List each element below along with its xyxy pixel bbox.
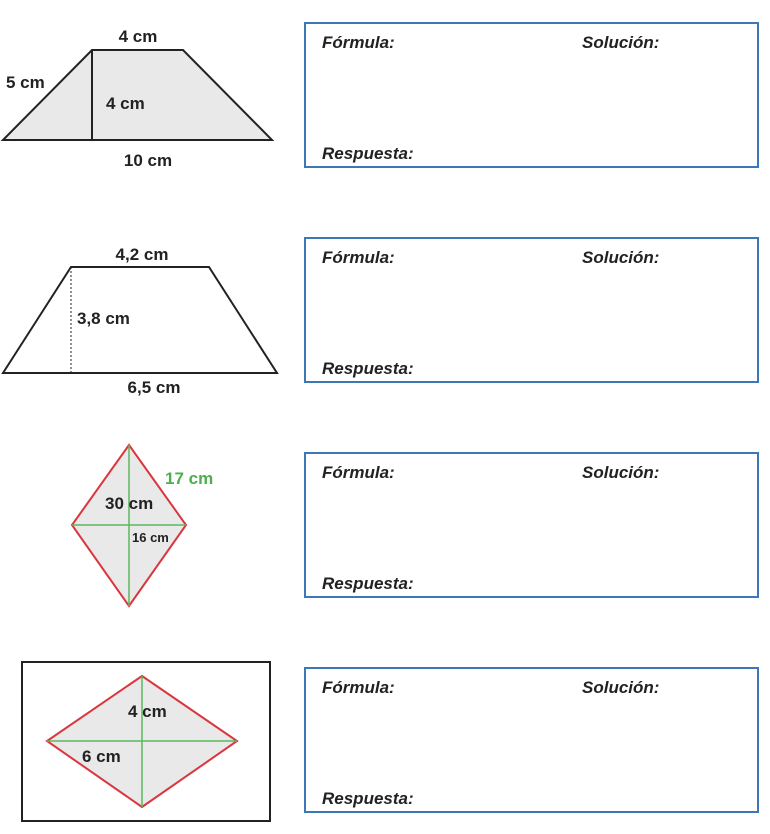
solution-label: Solución: <box>582 248 660 267</box>
solution-label: Solución: <box>582 678 660 697</box>
solution-label: Solución: <box>582 33 660 52</box>
formula-label: Fórmula: <box>322 678 395 697</box>
label-side: 17 cm <box>165 469 214 488</box>
answer-label: Respuesta: <box>322 144 414 163</box>
formula-label: Fórmula: <box>322 33 395 52</box>
rhombus-figure-4 <box>22 662 270 821</box>
label-vertical-half: 4 cm <box>128 702 167 721</box>
answer-label: Respuesta: <box>322 789 414 808</box>
label-bottom-base: 6,5 cm <box>127 378 181 397</box>
answer-label: Respuesta: <box>322 359 414 378</box>
answer-box-1 <box>304 22 759 168</box>
label-major-diagonal: 30 cm <box>105 494 154 513</box>
label-height: 3,8 cm <box>77 309 130 328</box>
label-top-base: 4,2 cm <box>115 245 169 264</box>
trapezoid-shape <box>3 267 277 373</box>
rhombus-figure-3 <box>72 445 213 606</box>
answer-box-4 <box>304 667 759 813</box>
label-height: 4 cm <box>106 94 145 113</box>
label-side: 5 cm <box>6 73 45 92</box>
label-horizontal-half: 6 cm <box>82 747 121 766</box>
solution-label: Solución: <box>582 463 660 482</box>
label-minor-diagonal: 16 cm <box>132 530 169 545</box>
label-top-base: 4 cm <box>118 27 158 46</box>
answer-label: Respuesta: <box>322 574 414 593</box>
answer-box-3 <box>304 452 759 598</box>
trapezoid-figure-2 <box>3 245 277 397</box>
label-bottom-base: 10 cm <box>123 151 173 170</box>
trapezoid-figure-1 <box>3 27 272 170</box>
formula-label: Fórmula: <box>322 248 395 267</box>
formula-label: Fórmula: <box>322 463 395 482</box>
answer-box-2 <box>304 237 759 383</box>
